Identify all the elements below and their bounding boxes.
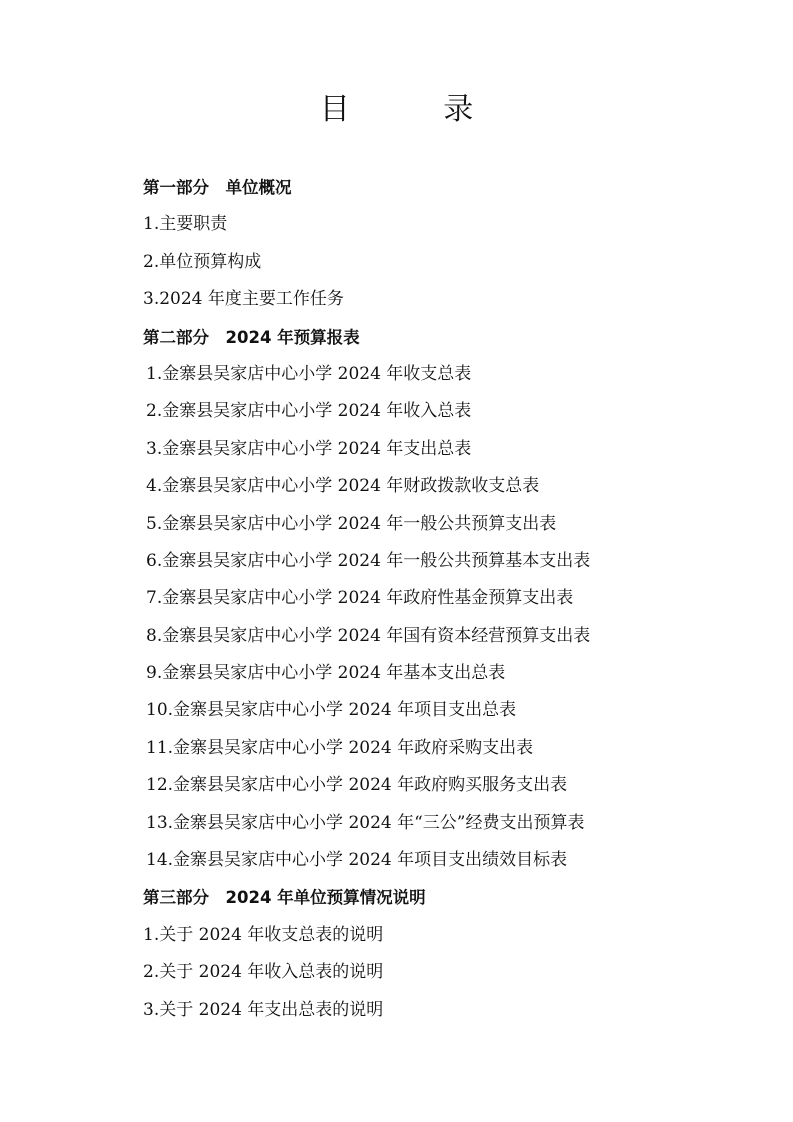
- toc-item: 9.金寨县吴家店中心小学 2024 年基本支出总表: [146, 663, 506, 684]
- toc-item: 4.金寨县吴家店中心小学 2024 年财政拨款收支总表: [146, 476, 540, 497]
- toc-section-heading: 第一部分 单位概况: [143, 178, 292, 197]
- toc-item: 3.关于 2024 年支出总表的说明: [143, 999, 384, 1020]
- toc-item: 12.金寨县吴家店中心小学 2024 年政府购买服务支出表: [146, 775, 568, 796]
- toc-item: 3.金寨县吴家店中心小学 2024 年支出总表: [146, 438, 472, 459]
- toc-item: 6.金寨县吴家店中心小学 2024 年一般公共预算基本支出表: [146, 550, 591, 571]
- toc-item: 13.金寨县吴家店中心小学 2024 年“三公”经费支出预算表: [146, 812, 585, 833]
- toc-item: 8.金寨县吴家店中心小学 2024 年国有资本经营预算支出表: [146, 625, 591, 646]
- table-of-contents: [143, 169, 763, 1029]
- toc-item: 14.金寨县吴家店中心小学 2024 年项目支出绩效目标表: [146, 850, 568, 871]
- page-title: 目 录: [319, 92, 516, 127]
- toc-item: 10.金寨县吴家店中心小学 2024 年项目支出总表: [146, 700, 517, 721]
- toc-section-heading: 第三部分 2024 年单位预算情况说明: [143, 888, 426, 908]
- toc-item: 1.金寨县吴家店中心小学 2024 年收支总表: [146, 363, 472, 384]
- toc-section-heading: 第二部分 2024 年预算报表: [143, 327, 360, 347]
- toc-item: 5.金寨县吴家店中心小学 2024 年一般公共预算支出表: [146, 513, 557, 534]
- toc-item: 2.单位预算构成: [143, 251, 262, 272]
- toc-item: 7.金寨县吴家店中心小学 2024 年政府性基金预算支出表: [146, 588, 574, 609]
- toc-item: 2.关于 2024 年收入总表的说明: [143, 962, 384, 983]
- toc-item: 3.2024 年度主要工作任务: [143, 289, 344, 310]
- toc-item: 2.金寨县吴家店中心小学 2024 年收入总表: [146, 401, 472, 422]
- toc-item: 11.金寨县吴家店中心小学 2024 年政府采购支出表: [146, 737, 534, 758]
- toc-item: 1.关于 2024 年收支总表的说明: [143, 924, 384, 945]
- toc-item: 1.主要职责: [143, 214, 228, 235]
